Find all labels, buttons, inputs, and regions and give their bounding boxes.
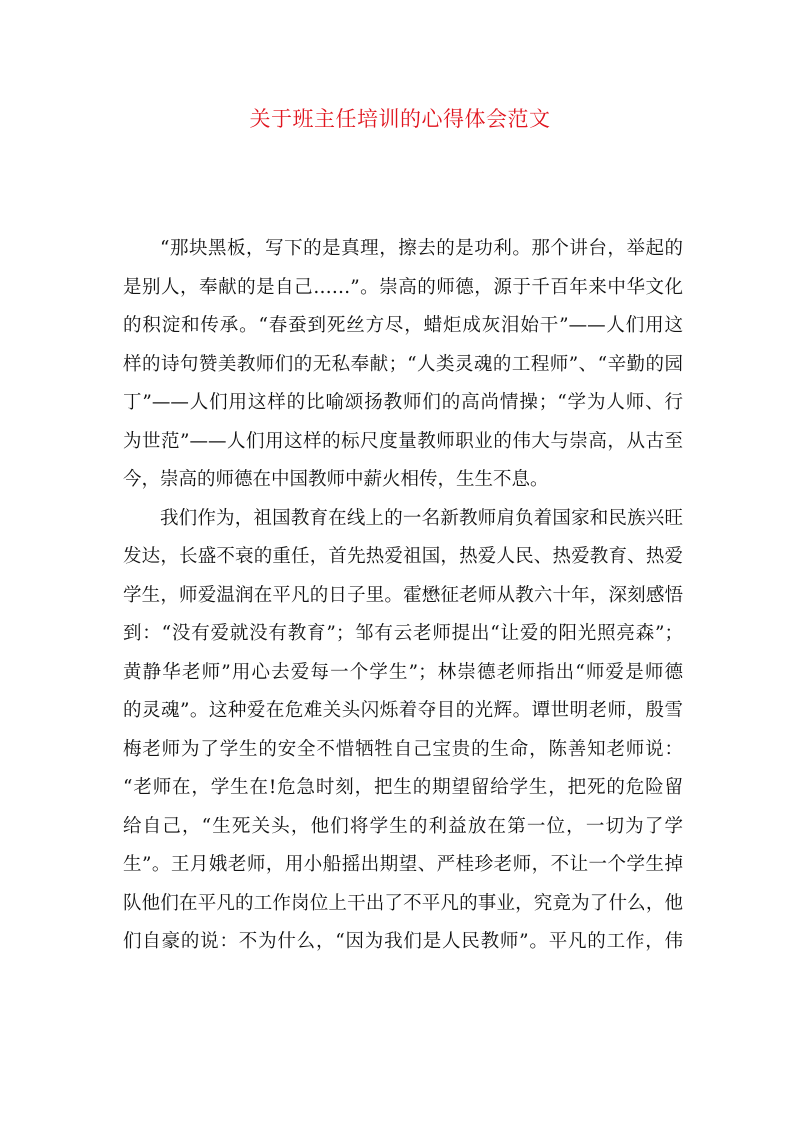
- paragraph-line: 今，崇高的师德在中国教师中薪火相传，生生不息。: [123, 469, 549, 490]
- paragraph-line: 学生，师爱温润在平凡的日子里。霍懋征老师从教六十年，深刻感悟: [123, 584, 683, 606]
- paragraph-line: 梅老师为了学生的安全不惜牺牲自己宝贵的生命，陈善知老师说：: [123, 738, 683, 760]
- paragraph-line: 是别人，奉献的是自己……”。崇高的师德，源于千百年来中华文化: [123, 276, 683, 298]
- paragraph-1: [123, 230, 683, 500]
- paragraph-line: 的积淀和传承。“春蚕到死丝方尽，蜡炬成灰泪始干”——人们用这: [123, 315, 683, 336]
- paragraph-line: 到：“没有爱就没有教育”；邹有云老师提出“让爱的阳光照亮森”；: [123, 623, 683, 644]
- paragraph-line: 生”。王月娥老师，用小船摇出期望、严桂珍老师，不让一个学生掉: [123, 854, 683, 875]
- paragraph-line: 给自己，“生死关头，他们将学生的利益放在第一位，一切为了学: [123, 815, 683, 837]
- paragraph-line: 为世范”——人们用这样的标尺度量教师职业的伟大与崇高，从古至: [123, 430, 683, 452]
- paragraph-2: [123, 500, 683, 962]
- paragraph-line: “那块黑板，写下的是真理，擦去的是功利。那个讲台，举起的: [160, 238, 683, 259]
- paragraph-line: 样的诗句赞美教师们的无私奉献；“人类灵魂的工程师”、“辛勤的园: [123, 353, 683, 375]
- paragraph-line: “老师在，学生在!危急时刻，把生的期望留给学生，把死的危险留: [123, 777, 683, 798]
- paragraph-line: 黄静华老师”用心去爱每一个学生”；林崇德老师指出“师爱是师德: [123, 661, 683, 683]
- paragraph-line: 丁”——人们用这样的比喻颂扬教师们的高尚情操；“学为人师、行: [123, 392, 683, 413]
- paragraph-line: 发达，长盛不衰的重任，首先热爱祖国，热爱人民、热爱教育、热爱: [123, 546, 683, 567]
- paragraph-line: 我们作为，祖国教育在线上的一名新教师肩负着国家和民族兴旺: [160, 507, 683, 529]
- paragraph-line: 队他们在平凡的工作岗位上干出了不平凡的事业，究竟为了什么，他: [123, 892, 683, 914]
- document-title: 关于班主任培训的心得体会范文: [249, 107, 551, 131]
- paragraph-line: 的灵魂”。这种爱在危难关头闪烁着夺目的光辉。谭世明老师，殷雪: [123, 700, 683, 721]
- paragraph-line: 们自豪的说：不为什么，“因为我们是人民教师”。平凡的工作，伟: [123, 931, 683, 952]
- document-body: [123, 230, 683, 962]
